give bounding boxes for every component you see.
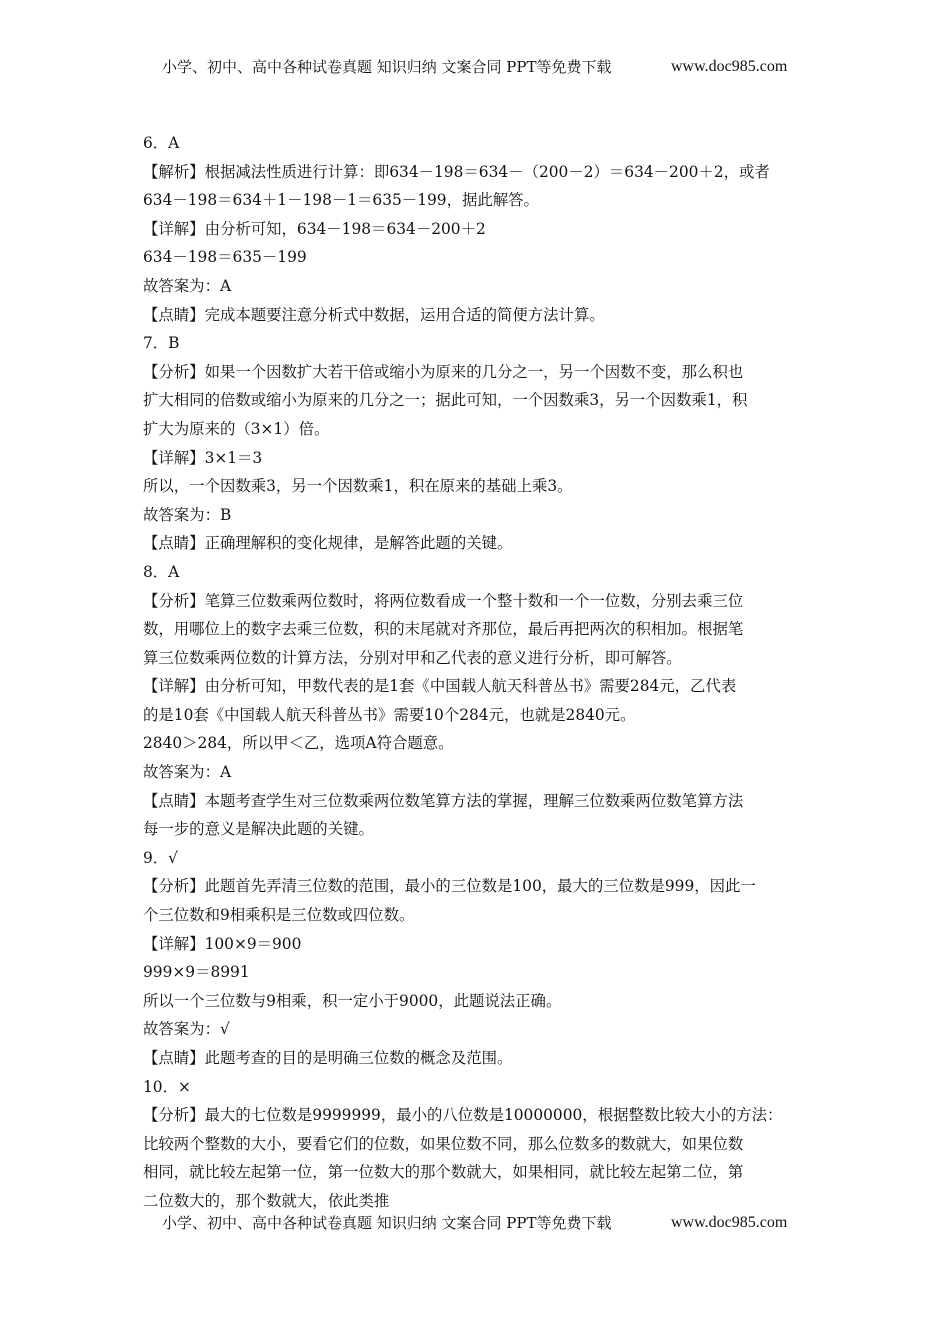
header-url: www.doc985.com bbox=[671, 58, 788, 75]
header-text: 小学、初中、高中各种试卷真题 知识归纳 文案合同 PPT等免费下载 bbox=[162, 58, 612, 76]
text-line: 【分析】如果一个因数扩大若干倍或缩小为原来的几分之一，另一个因数不变，那么积也 bbox=[143, 362, 744, 381]
text-line: 8．A bbox=[143, 562, 180, 581]
text-line: 算三位数乘两位数的计算方法，分别对甲和乙代表的意义进行分析，即可解答。 bbox=[143, 648, 682, 667]
text-line: 【点睛】正确理解积的变化规律，是解答此题的关键。 bbox=[143, 534, 513, 553]
text-line: 故答案为：A bbox=[143, 276, 232, 295]
text-line: 故答案为：A bbox=[143, 763, 232, 782]
text-line: 故答案为：B bbox=[143, 505, 232, 524]
text-line: 【点睛】本题考查学生对三位数乘两位数笔算方法的掌握，理解三位数乘两位数笔算方法 bbox=[143, 791, 744, 810]
text-line: 【详解】3×1＝3 bbox=[143, 448, 263, 467]
text-line: 每一步的意义是解决此题的关键。 bbox=[143, 820, 374, 839]
text-line: 【分析】此题首先弄清三位数的范围，最小的三位数是100，最大的三位数是999，因此一 bbox=[143, 877, 756, 896]
text-line: 【详解】由分析可知，634－198＝634－200＋2 bbox=[143, 219, 486, 238]
text-line: 999×9＝8991 bbox=[143, 963, 250, 982]
text-line: 634－198＝634＋1－198－1＝635－199，据此解答。 bbox=[143, 191, 539, 210]
text-line: 二位数大的，那个数就大，依此类推 bbox=[143, 1191, 390, 1210]
text-line: 634－198＝635－199 bbox=[143, 248, 307, 267]
text-line: 9．√ bbox=[143, 848, 178, 867]
footer-text: 小学、初中、高中各种试卷真题 知识归纳 文案合同 PPT等免费下载 bbox=[162, 1214, 612, 1232]
text-line: 【点睛】完成本题要注意分析式中数据，运用合适的简便方法计算。 bbox=[143, 305, 605, 324]
page-footer bbox=[0, 1211, 950, 1235]
text-line: 10．× bbox=[143, 1077, 191, 1096]
text-line: 【详解】100×9＝900 bbox=[143, 934, 302, 953]
text-line: 【解析】根据减法性质进行计算：即634－198＝634－（200－2）＝634－200＋2，或者 bbox=[143, 162, 770, 181]
text-line: 【详解】由分析可知，甲数代表的是1套《中国载人航天科普丛书》需要284元，乙代表 bbox=[143, 677, 737, 696]
text-line: 的是10套《中国载人航天科普丛书》需要10个284元，也就是2840元。 bbox=[143, 705, 636, 724]
text-line: 扩大为原来的（3×1）倍。 bbox=[143, 419, 330, 438]
footer-url: www.doc985.com bbox=[671, 1214, 788, 1231]
text-line: 【分析】笔算三位数乘两位数时，将两位数看成一个整十数和一个一位数，分别去乘三位 bbox=[143, 591, 744, 610]
text-line: 比较两个整数的大小，要看它们的位数，如果位数不同，那么位数多的数就大，如果位数 bbox=[143, 1134, 744, 1153]
text-line: 扩大相同的倍数或缩小为原来的几分之一；据此可知，一个因数乘3，另一个因数乘1，积 bbox=[143, 391, 748, 410]
text-line: 数，用哪位上的数字去乘三位数，积的末尾就对齐那位，最后再把两次的积相加。根据笔 bbox=[143, 620, 744, 639]
text-line: 故答案为：√ bbox=[143, 1020, 230, 1039]
text-line: 【分析】最大的七位数是9999999，最小的八位数是10000000，根据整数比较大小的方法： bbox=[143, 1106, 783, 1125]
text-line: 所以，一个因数乘3，另一个因数乘1，积在原来的基础上乘3。 bbox=[143, 477, 573, 496]
text-line: 6．A bbox=[143, 134, 180, 152]
text-line: 相同，就比较左起第一位，第一位数大的那个数就大，如果相同，就比较左起第二位，第 bbox=[143, 1163, 744, 1182]
text-line: 个三位数和9相乘积是三位数或四位数。 bbox=[143, 906, 415, 925]
page-header bbox=[0, 55, 950, 79]
text-line: 7．B bbox=[143, 334, 180, 353]
text-line: 所以一个三位数与9相乘，积一定小于9000，此题说法正确。 bbox=[143, 991, 562, 1010]
text-line: 【点睛】此题考查的目的是明确三位数的概念及范围。 bbox=[143, 1049, 513, 1067]
document-body bbox=[143, 129, 808, 1216]
text-line: 2840＞284，所以甲＜乙，选项A符合题意。 bbox=[143, 734, 454, 753]
